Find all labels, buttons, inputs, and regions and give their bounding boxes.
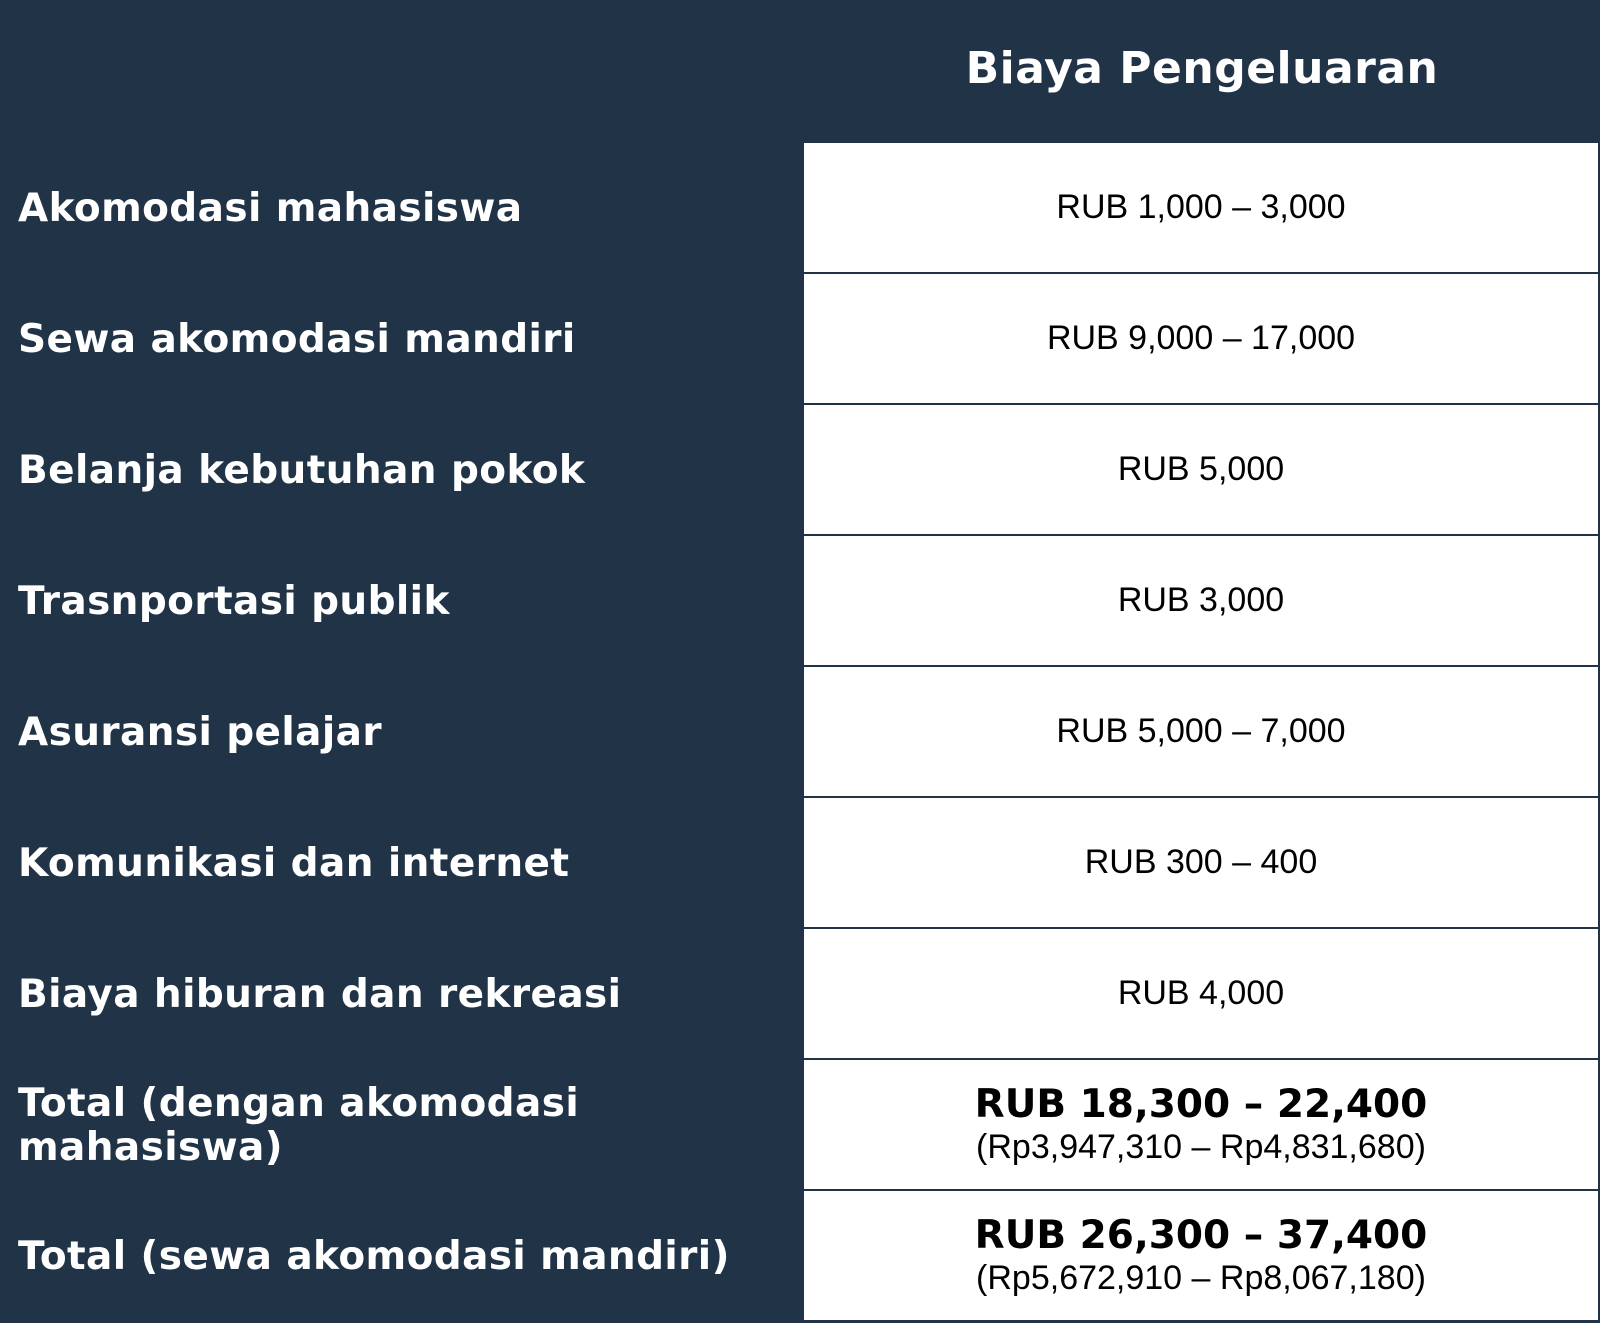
table-row [0,405,1600,536]
table-row [0,274,1600,405]
row-value: RUB 9,000 – 17,000 [1046,319,1356,357]
total-value: RUB 26,300 – 37,400 [974,1212,1428,1258]
row-label: Trasnportasi publik [18,578,450,624]
row-value-cell [804,405,1598,534]
total-row-independent-rent [0,1191,1600,1323]
total-value-cell [804,1060,1598,1189]
row-value: RUB 3,000 [1117,581,1285,619]
total-value-cell [804,1191,1598,1320]
row-label: Komunikasi dan internet [18,840,570,886]
column-header-biaya-pengeluaran: Biaya Pengeluaran [965,43,1439,94]
table-row [0,143,1600,274]
table-row [0,667,1600,798]
row-value-cell [804,929,1598,1058]
row-value-cell [804,667,1598,796]
row-value: RUB 4,000 [1117,974,1285,1012]
row-value-cell [804,143,1598,272]
table-row [0,798,1600,929]
total-row-student-accommodation [0,1060,1600,1191]
row-label: Asuransi pelajar [18,709,383,755]
table-row [0,929,1600,1060]
row-value: RUB 300 – 400 [1084,843,1318,881]
total-value-idr: (Rp3,947,310 – Rp4,831,680) [976,1127,1426,1166]
row-value-cell [804,798,1598,927]
row-label: Biaya hiburan dan rekreasi [18,971,622,1017]
total-label: Total (sewa akomodasi mandiri) [18,1234,730,1279]
row-label: Sewa akomodasi mandiri [18,316,576,362]
row-label: Belanja kebutuhan pokok [18,447,586,493]
row-value: RUB 1,000 – 3,000 [1056,188,1346,226]
row-value: RUB 5,000 [1117,450,1285,488]
row-label: Akomodasi mahasiswa [18,185,523,231]
row-value: RUB 5,000 – 7,000 [1056,712,1346,750]
row-value-cell [804,274,1598,403]
total-value: RUB 18,300 – 22,400 [974,1081,1428,1127]
row-value-cell [804,536,1598,665]
total-value-idr: (Rp5,672,910 – Rp8,067,180) [976,1258,1426,1297]
total-label: Total (dengan akomodasi mahasiswa) [18,1080,580,1170]
table-row [0,536,1600,667]
